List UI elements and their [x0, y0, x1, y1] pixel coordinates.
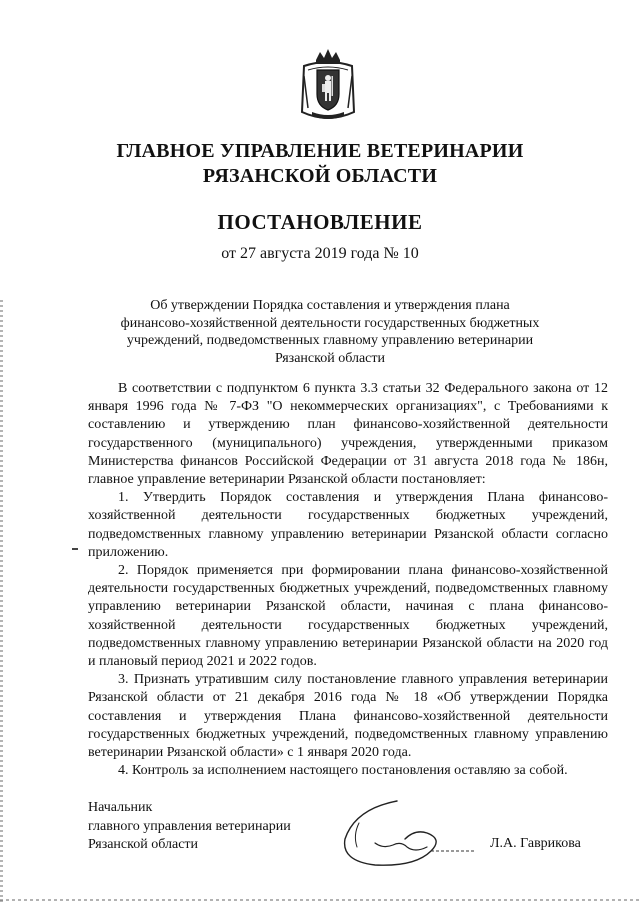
coat-of-arms-icon [298, 46, 358, 126]
clause-1-paragraph: 1. Утвердить Порядок составления и утверждения Плана финансово-хозяйственной деятельности государственных бюджетных учреждений, подведомственных главному управлению ветеринарии Рязанской области согласно приложению. [88, 490, 608, 560]
subject-line: финансово-хозяйственной деятельности государственных бюджетных [120, 315, 540, 331]
clause-3-paragraph: 3. Признать утратившим силу постановление главного управления ветеринарии Рязанской области от 21 декабря 2016 года № 18 «Об утверждении Порядка составления и утверждения Плана финансово-хозяйственной деятельности государственных бюджетных учреждений, подведомственных главному управлению ветеринарии Рязанской области» с 1 января 2020 года. [88, 672, 608, 761]
preamble-paragraph: В соответствии с подпунктом 6 пункта 3.3 статьи 32 Федерального закона от 12 января 1996 года № 7-ФЗ "О некоммерческих организациях", с Требованиями к составлению и утверждению план финансово-хозяйственной деятельности государственного (муниципального) учреждения, утвержденными приказом Министерства финансов Российской Федерации от 31 августа 2018 года № 186н, главное управление ветеринарии Рязанской области постановляет: [88, 381, 608, 488]
document-subject [100, 297, 560, 367]
document-body [88, 380, 608, 780]
scan-edge-bottom [0, 899, 640, 901]
signatory-title-line: Начальник [88, 800, 153, 815]
clause-2-paragraph: 2. Порядок применяется при формировании плана финансово-хозяйственной деятельности государственных бюджетных учреждений, подведомственных главному управлению ветеринарии Рязанской области, начиная с плана финансово-хозяйственной деятельности государственных бюджетных учреждений, подведомственных главному управлению ветеринарии Рязанской области на 2020 год и плановый период 2021 и 2022 годов. [88, 563, 608, 670]
org-name-line-1: ГЛАВНОЕ УПРАВЛЕНИЕ ВЕТЕРИНАРИИ [116, 140, 524, 162]
document-type-heading: ПОСТАНОВЛЕНИЕ [217, 210, 423, 234]
signatory-title [88, 799, 348, 855]
signatory-name: Л.А. Гаврикова [490, 836, 581, 851]
subject-line: Об утверждении Порядка составления и утверждения плана [150, 298, 510, 313]
subject-line: учреждений, подведомственных главному управлению ветеринарии [126, 333, 534, 348]
signatory-title-line: главного управления ветеринарии [88, 818, 291, 834]
document-date-number: от 27 августа 2019 года № 10 [221, 245, 419, 262]
signatory-title-line: Рязанской области [88, 837, 199, 852]
margin-mark [72, 548, 78, 550]
clause-4-paragraph: 4. Контроль за исполнением настоящего постановления оставляю за собой. [118, 763, 568, 779]
subject-line: Рязанской области [274, 350, 386, 366]
org-name-line-2: РЯЗАНСКОЙ ОБЛАСТИ [202, 165, 438, 187]
scan-edge-left [0, 300, 3, 905]
handwritten-signature [335, 795, 495, 875]
